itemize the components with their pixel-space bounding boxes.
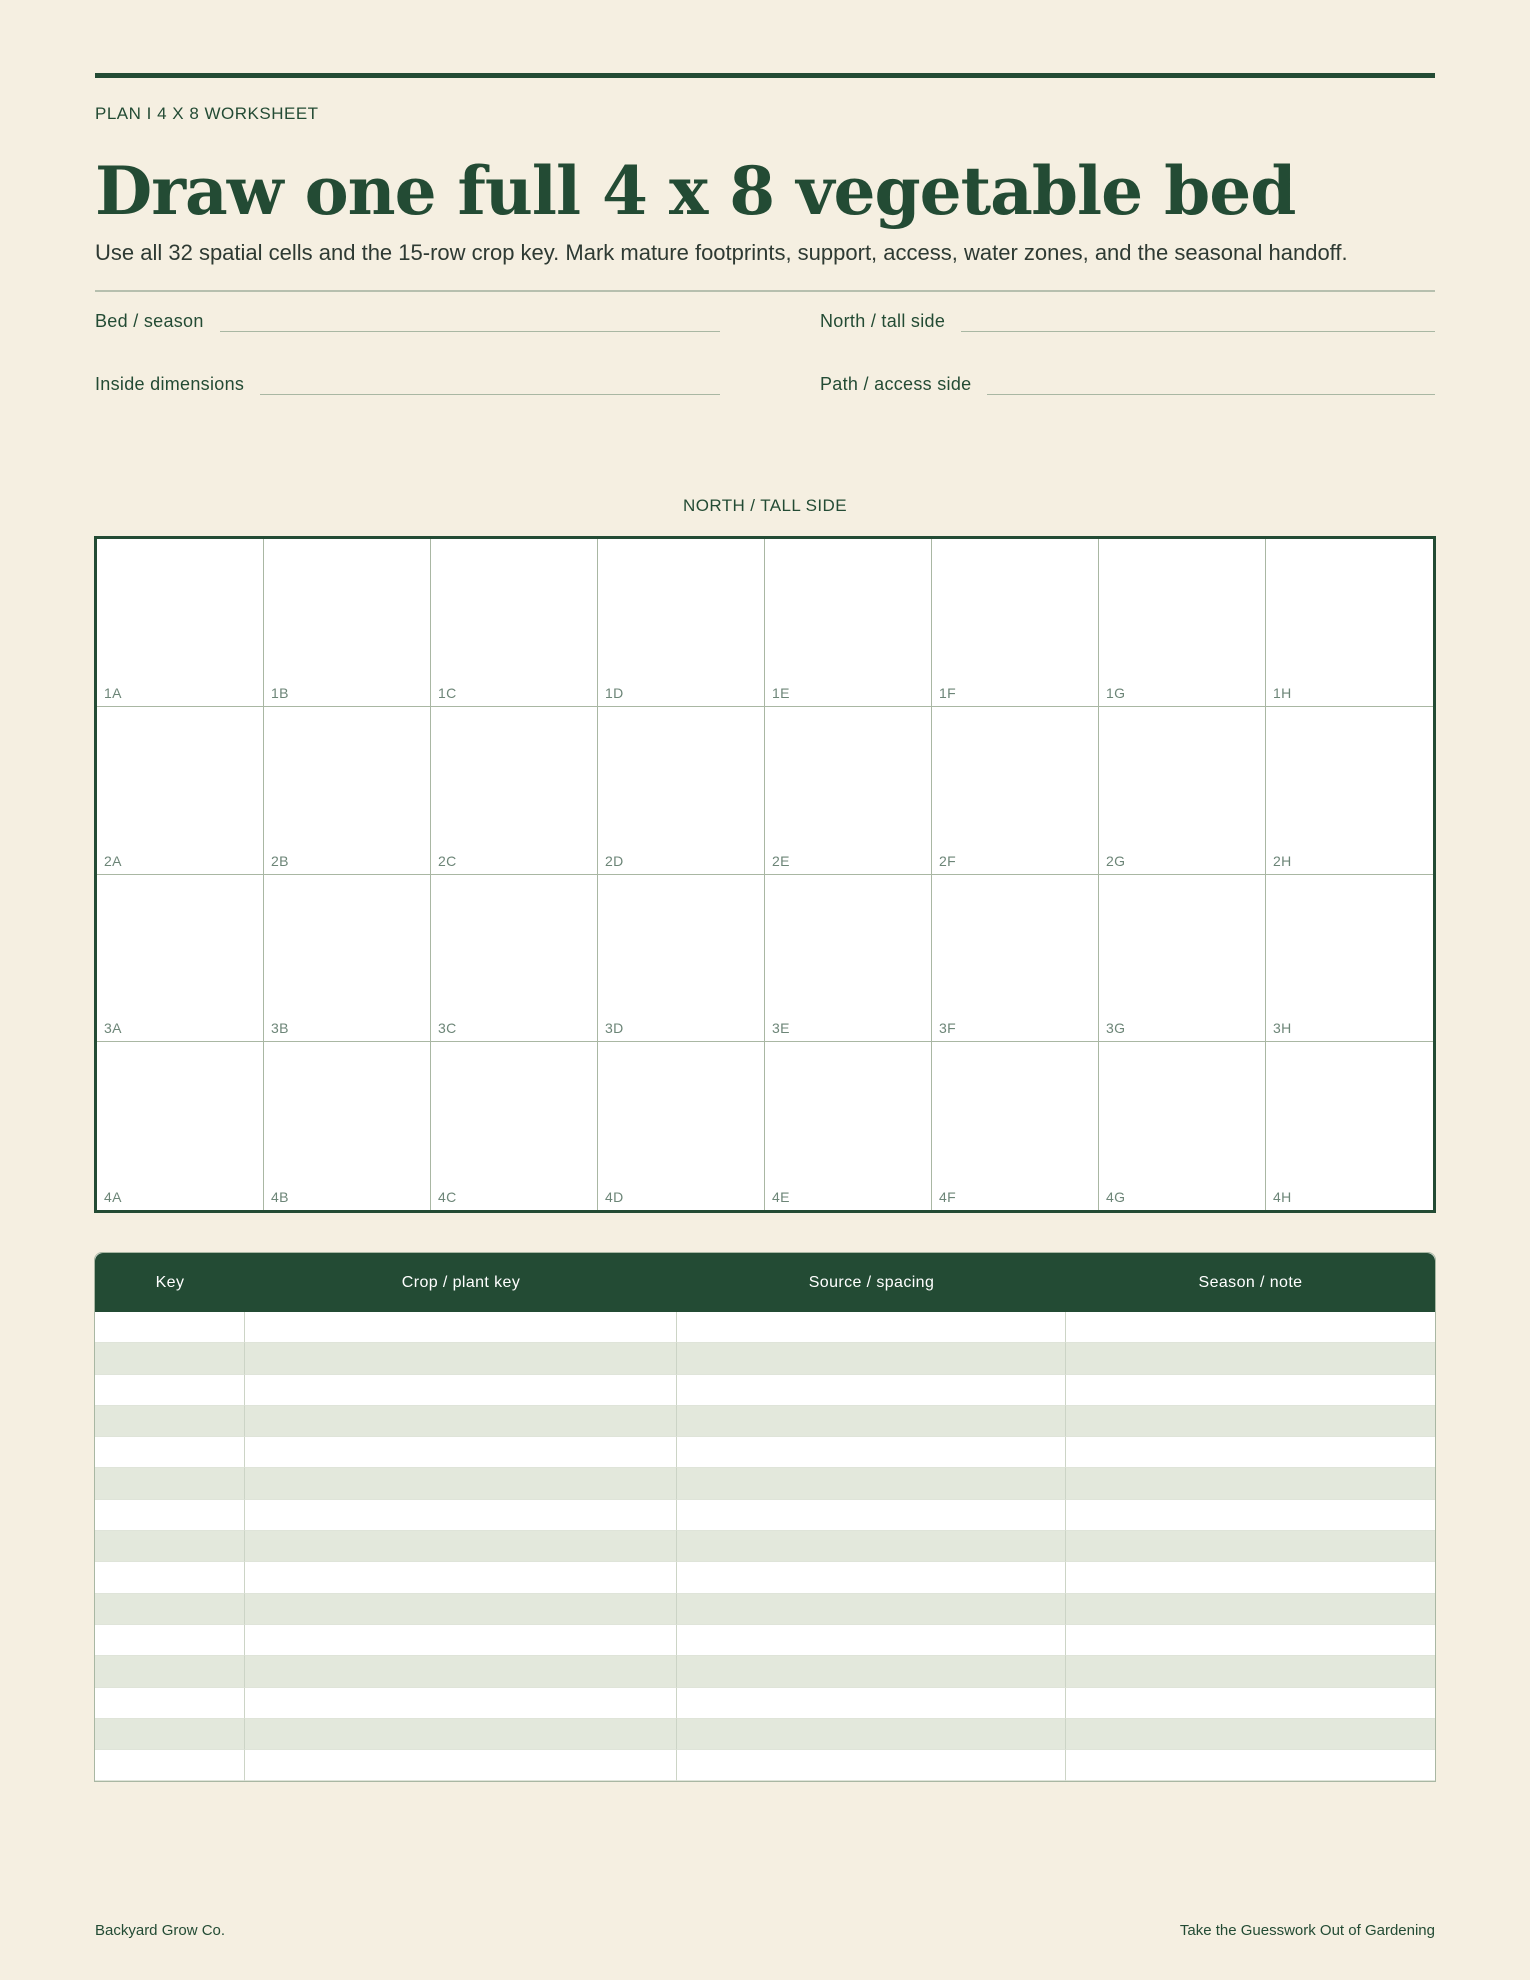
- cell-label: 2F: [939, 852, 956, 869]
- table-cell[interactable]: [95, 1375, 245, 1406]
- table-cell[interactable]: [1066, 1594, 1435, 1625]
- path-access-field[interactable]: [820, 373, 1435, 395]
- table-cell[interactable]: [95, 1312, 245, 1343]
- bed-cell[interactable]: [598, 875, 765, 1043]
- table-cell[interactable]: [245, 1312, 677, 1343]
- bed-cell[interactable]: [598, 539, 765, 707]
- header-crop: Crop / plant key: [401, 1273, 521, 1291]
- table-cell[interactable]: [677, 1343, 1066, 1374]
- table-cell[interactable]: [95, 1688, 245, 1719]
- bed-cell[interactable]: [97, 539, 264, 707]
- table-cell[interactable]: [245, 1468, 677, 1499]
- bed-cell[interactable]: [932, 539, 1099, 707]
- table-cell[interactable]: [95, 1562, 245, 1593]
- cell-label: 4F: [939, 1189, 956, 1205]
- cell-label: 3E: [772, 1020, 790, 1037]
- bed-cell[interactable]: [765, 539, 932, 707]
- eyebrow-label: PLAN I 4 X 8 WORKSHEET: [95, 104, 319, 123]
- cell-label: 1C: [438, 684, 457, 701]
- table-cell[interactable]: [1066, 1406, 1435, 1437]
- page-subtitle: Use all 32 spatial cells and the 15-row crop key. Mark mature footprints, support, access, water zones, and the seasonal handoff.: [95, 240, 1348, 265]
- bed-season-field[interactable]: [95, 310, 720, 332]
- cell-label: 4C: [438, 1189, 457, 1205]
- table-cell[interactable]: [95, 1656, 245, 1687]
- table-row: [95, 1406, 1435, 1437]
- cell-label: 3D: [605, 1020, 624, 1037]
- table-cell[interactable]: [677, 1594, 1066, 1625]
- bed-cell[interactable]: [765, 707, 932, 875]
- table-row: [95, 1531, 1435, 1562]
- table-cell[interactable]: [1066, 1375, 1435, 1406]
- table-cell[interactable]: [677, 1688, 1066, 1719]
- bed-cell[interactable]: [431, 1042, 598, 1210]
- table-row: [95, 1437, 1435, 1468]
- bed-cell[interactable]: [1099, 539, 1266, 707]
- cell-label: 1B: [271, 684, 289, 701]
- header-season: Season / note: [1198, 1273, 1303, 1291]
- bed-cell[interactable]: [264, 707, 431, 875]
- table-cell[interactable]: [245, 1375, 677, 1406]
- table-cell[interactable]: [1066, 1312, 1435, 1343]
- page-title: Draw one full 4 x 8 vegetable bed: [95, 152, 1296, 230]
- table-cell[interactable]: [245, 1594, 677, 1625]
- bed-cell[interactable]: [264, 1042, 431, 1210]
- cell-label: 2C: [438, 852, 457, 869]
- cell-label: 2E: [772, 852, 790, 869]
- divider: [95, 290, 1435, 292]
- cell-label: 2A: [104, 852, 122, 869]
- bed-cell[interactable]: [598, 1042, 765, 1210]
- bed-cell[interactable]: [264, 875, 431, 1043]
- table-row: [95, 1312, 1435, 1343]
- cell-label: 3C: [438, 1020, 457, 1037]
- bed-cell[interactable]: [1099, 1042, 1266, 1210]
- cell-label: 1D: [605, 684, 624, 701]
- table-cell[interactable]: [1066, 1750, 1435, 1781]
- bed-cell[interactable]: [431, 539, 598, 707]
- bed-cell[interactable]: [97, 1042, 264, 1210]
- table-cell[interactable]: [95, 1500, 245, 1531]
- table-cell[interactable]: [1066, 1500, 1435, 1531]
- table-cell[interactable]: [245, 1562, 677, 1593]
- header-source: Source / spacing: [808, 1273, 935, 1291]
- cell-label: 3A: [104, 1020, 122, 1037]
- bed-season-label: Bed / season: [95, 311, 204, 331]
- table-cell[interactable]: [1066, 1343, 1435, 1374]
- cell-label: 3H: [1273, 1020, 1292, 1037]
- cell-label: 2G: [1106, 852, 1126, 869]
- crop-key-body: [95, 1312, 1435, 1781]
- bed-cell[interactable]: [1266, 707, 1433, 875]
- table-row: [95, 1625, 1435, 1656]
- table-cell[interactable]: [245, 1500, 677, 1531]
- table-cell[interactable]: [95, 1343, 245, 1374]
- table-cell[interactable]: [245, 1656, 677, 1687]
- cell-label: 1A: [104, 684, 122, 701]
- table-cell[interactable]: [1066, 1656, 1435, 1687]
- table-cell[interactable]: [245, 1688, 677, 1719]
- bed-cell[interactable]: [431, 875, 598, 1043]
- cell-label: 4B: [271, 1189, 289, 1205]
- table-cell[interactable]: [95, 1719, 245, 1750]
- inside-dimensions-field[interactable]: [95, 373, 720, 395]
- cell-label: 3G: [1106, 1020, 1126, 1037]
- bed-cell[interactable]: [932, 875, 1099, 1043]
- cell-label: 1F: [939, 684, 956, 701]
- path-access-label: Path / access side: [820, 374, 972, 394]
- top-rule: [95, 73, 1435, 78]
- bed-cell[interactable]: [431, 707, 598, 875]
- table-cell[interactable]: [95, 1531, 245, 1562]
- bed-cell[interactable]: [1266, 875, 1433, 1043]
- footer-brand: Backyard Grow Co.: [95, 1922, 226, 1939]
- path-access-line[interactable]: [987, 374, 1435, 395]
- cell-label: 2D: [605, 852, 624, 869]
- cell-label: 4D: [605, 1189, 624, 1205]
- table-cell[interactable]: [677, 1719, 1066, 1750]
- header-key: Key: [155, 1273, 185, 1291]
- cell-label: 2B: [271, 852, 289, 869]
- cell-label: 3B: [271, 1020, 289, 1037]
- table-cell[interactable]: [245, 1406, 677, 1437]
- cell-label: 4G: [1106, 1189, 1126, 1205]
- crop-key-table: [94, 1252, 1436, 1782]
- bed-cell[interactable]: [932, 707, 1099, 875]
- table-cell[interactable]: [245, 1437, 677, 1468]
- table-cell[interactable]: [677, 1750, 1066, 1781]
- cell-label: 4H: [1273, 1189, 1292, 1205]
- table-cell[interactable]: [677, 1562, 1066, 1593]
- table-row: [95, 1594, 1435, 1625]
- table-row: [95, 1468, 1435, 1499]
- table-cell[interactable]: [245, 1625, 677, 1656]
- bed-cell[interactable]: [97, 875, 264, 1043]
- table-cell[interactable]: [1066, 1719, 1435, 1750]
- table-cell[interactable]: [1066, 1688, 1435, 1719]
- table-row: [95, 1719, 1435, 1750]
- north-side-field[interactable]: [820, 310, 1435, 332]
- table-cell[interactable]: [95, 1406, 245, 1437]
- table-cell[interactable]: [1066, 1562, 1435, 1593]
- table-cell[interactable]: [95, 1437, 245, 1468]
- table-cell[interactable]: [677, 1656, 1066, 1687]
- table-cell[interactable]: [245, 1531, 677, 1562]
- table-cell[interactable]: [95, 1625, 245, 1656]
- cell-label: 1G: [1106, 684, 1126, 701]
- cell-label: 4A: [104, 1189, 122, 1205]
- bed-cell[interactable]: [1266, 1042, 1433, 1210]
- table-cell[interactable]: [677, 1625, 1066, 1656]
- table-row: [95, 1750, 1435, 1781]
- table-cell[interactable]: [95, 1594, 245, 1625]
- bed-cell[interactable]: [932, 1042, 1099, 1210]
- table-cell[interactable]: [1066, 1531, 1435, 1562]
- table-cell[interactable]: [1066, 1625, 1435, 1656]
- table-cell[interactable]: [95, 1468, 245, 1499]
- cell-label: 1E: [772, 684, 790, 701]
- north-side-line[interactable]: [961, 311, 1435, 332]
- bed-cell[interactable]: [1099, 707, 1266, 875]
- table-cell[interactable]: [1066, 1437, 1435, 1468]
- bed-cell[interactable]: [1099, 875, 1266, 1043]
- table-cell[interactable]: [95, 1750, 245, 1781]
- table-row: [95, 1656, 1435, 1687]
- table-row: [95, 1562, 1435, 1593]
- table-cell[interactable]: [677, 1406, 1066, 1437]
- footer-tagline: Take the Guesswork Out of Gardening: [1179, 1922, 1435, 1939]
- table-cell[interactable]: [677, 1375, 1066, 1406]
- bed-cell[interactable]: [97, 707, 264, 875]
- table-cell[interactable]: [1066, 1468, 1435, 1499]
- table-cell[interactable]: [677, 1437, 1066, 1468]
- bed-cell[interactable]: [765, 1042, 932, 1210]
- table-cell[interactable]: [245, 1719, 677, 1750]
- crop-key-header: [95, 1253, 1435, 1312]
- cell-label: 1H: [1273, 684, 1292, 701]
- bed-cell[interactable]: [765, 875, 932, 1043]
- table-row: [95, 1343, 1435, 1374]
- table-cell[interactable]: [245, 1750, 677, 1781]
- inside-dimensions-line[interactable]: [260, 374, 720, 395]
- table-cell[interactable]: [677, 1312, 1066, 1343]
- bed-cell[interactable]: [598, 707, 765, 875]
- bed-season-line[interactable]: [220, 311, 720, 332]
- bed-cell[interactable]: [264, 539, 431, 707]
- cell-label: 2H: [1273, 852, 1292, 869]
- table-cell[interactable]: [677, 1531, 1066, 1562]
- north-side-label: North / tall side: [820, 311, 946, 331]
- table-cell[interactable]: [245, 1343, 677, 1374]
- orientation-label: NORTH / TALL SIDE: [683, 496, 847, 515]
- table-cell[interactable]: [677, 1468, 1066, 1499]
- inside-dimensions-label: Inside dimensions: [95, 374, 245, 394]
- cell-label: 3F: [939, 1020, 956, 1037]
- table-row: [95, 1688, 1435, 1719]
- table-row: [95, 1375, 1435, 1406]
- bed-grid: [94, 536, 1436, 1213]
- bed-cell[interactable]: [1266, 539, 1433, 707]
- cell-label: 4E: [772, 1189, 790, 1205]
- table-cell[interactable]: [677, 1500, 1066, 1531]
- table-row: [95, 1500, 1435, 1531]
